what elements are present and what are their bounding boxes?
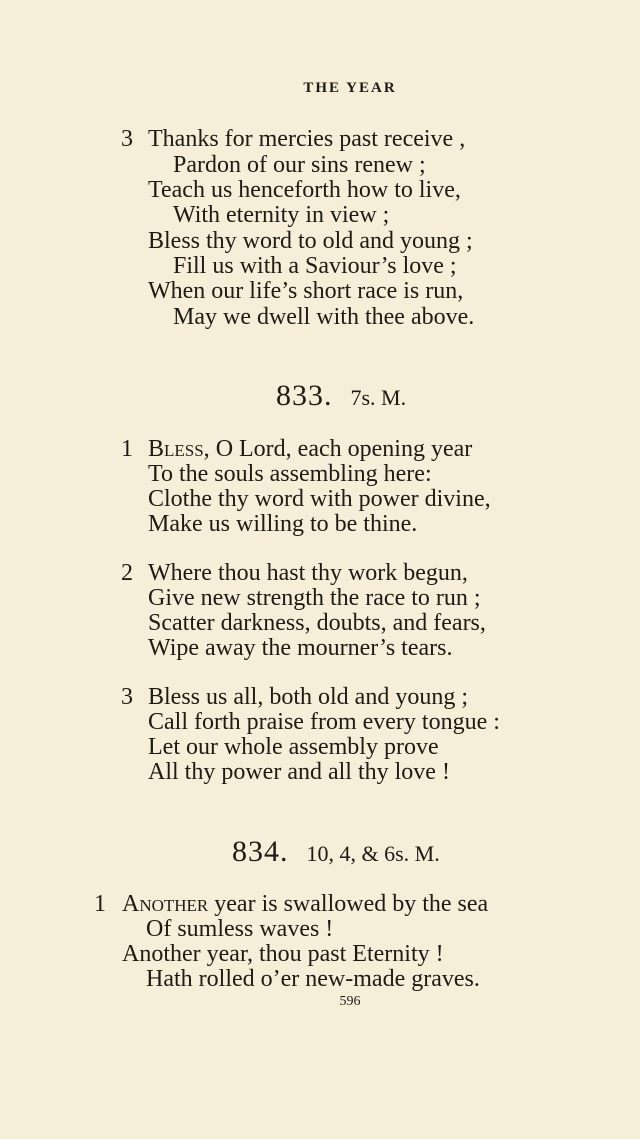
hymn-number: 833. [276, 379, 333, 412]
verse-line: All thy power and all thy love ! [148, 759, 450, 785]
drop-word: Another [122, 891, 209, 917]
verse-line: Give new strength the race to run ; [148, 585, 481, 611]
verse-line: Bless us all, both old and young ; [148, 684, 468, 710]
verse-line: To the souls assembling here: [148, 461, 432, 487]
verse-line: With eternity in view ; [173, 202, 390, 228]
verse-line: Bless, O Lord, each opening year [148, 436, 473, 462]
verse-line: Hath rolled o’er new-made graves. [146, 966, 480, 992]
stanza-number: 3 [121, 126, 133, 152]
verse-line: Of sumless waves ! [146, 916, 334, 942]
hymn-heading [276, 381, 406, 416]
verse-line: Call forth praise from every tongue : [148, 709, 500, 735]
running-head: THE YEAR [303, 80, 397, 96]
hymn-meter: 10, 4, & 6s. M. [306, 841, 440, 866]
verse-line: Wipe away the mourner’s tears. [148, 635, 453, 661]
verse-line: Make us willing to be thine. [148, 511, 418, 537]
drop-word: Bless, [148, 436, 210, 462]
hymn-meter: 7s. M. [350, 385, 407, 410]
verse-line: Fill us with a Saviour’s love ; [173, 253, 457, 279]
verse-line: May we dwell with thee above. [173, 304, 475, 330]
verse-line: Pardon of our sins renew ; [173, 152, 426, 178]
verse-line: Clothe thy word with power divine, [148, 486, 491, 512]
hymn-number: 834. [232, 835, 289, 868]
verse-line: Let our whole assembly prove [148, 734, 439, 760]
stanza-number: 3 [121, 684, 133, 710]
verse-line: Another year, thou past Eternity ! [122, 941, 444, 967]
verse-line: Teach us henceforth how to live, [148, 177, 461, 203]
verse-line: Another year is swallowed by the sea [122, 891, 489, 917]
stanza-number: 1 [94, 891, 106, 917]
verse-line: Scatter darkness, doubts, and fears, [148, 610, 486, 636]
verse-line: Where thou hast thy work begun, [148, 560, 468, 586]
verse-line: When our life’s short race is run, [148, 278, 464, 304]
verse-line: Bless thy word to old and young ; [148, 228, 473, 254]
page-number: 596 [339, 994, 361, 1009]
hymn-heading [232, 837, 440, 872]
verse-line: Thanks for mercies past receive , [148, 126, 466, 152]
stanza-number: 1 [121, 436, 133, 462]
stanza-number: 2 [121, 560, 133, 586]
